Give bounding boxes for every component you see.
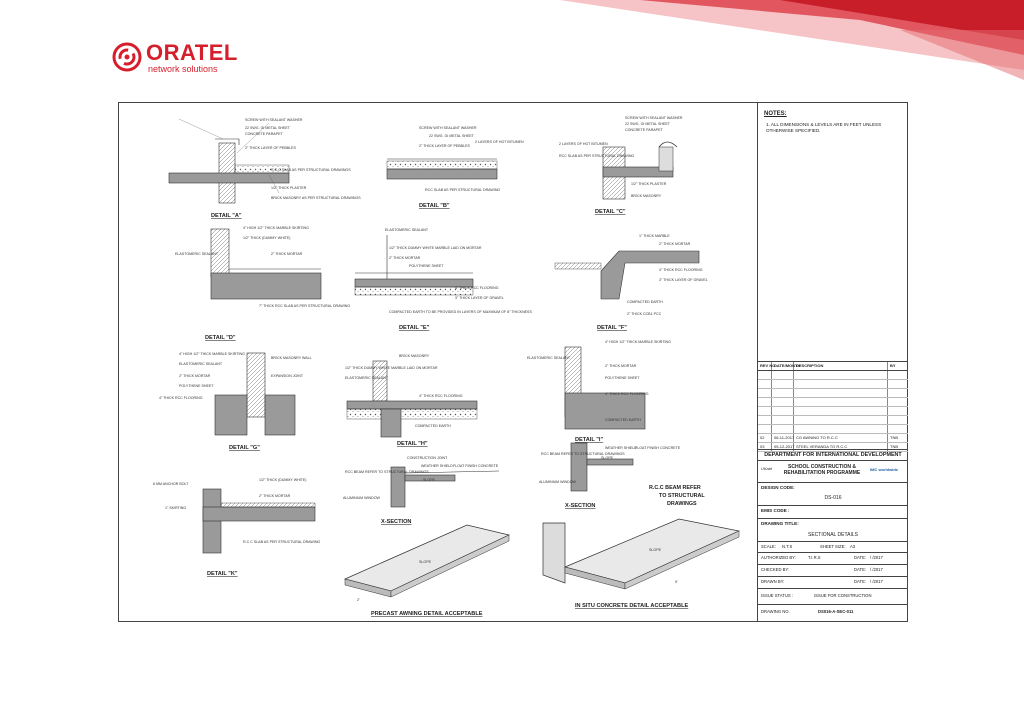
xsection-2-drawing bbox=[539, 443, 681, 509]
xsec2-label-5: SLOPE bbox=[601, 456, 613, 460]
detail-b-label-5: RCC SLAB AS PER STRUCTURAL DRAWING bbox=[425, 188, 501, 192]
rcc-note-line-3: DRAWINGS bbox=[667, 501, 697, 507]
detail-i-label-4: POLYTHENE SHEET bbox=[605, 376, 640, 380]
detail-f-label-1: 1" THICK MARBLE bbox=[639, 234, 670, 238]
precast-awning-iso bbox=[345, 525, 509, 617]
xsec1-label-3: ALUMINIUM WINDOW bbox=[343, 496, 380, 500]
xsec1-label-6: SLOPE bbox=[423, 478, 435, 482]
detail-d-label-5: 7" THICK RCC SLAB AS PER STRUCTURAL DRAWING bbox=[259, 304, 351, 308]
brand-logo bbox=[112, 40, 238, 76]
detail-h-label-2: 1/2" THICK DUMMY WHITE MARBLE LAID ON MORTAR bbox=[345, 366, 438, 370]
emis-code-label: EMIS CODE : bbox=[761, 508, 790, 513]
revision-row-empty bbox=[758, 380, 908, 389]
detail-e-label-4: POLYTHENE SHEET bbox=[409, 264, 444, 268]
rev-desc: STEEL VERANDA TO R.C.C bbox=[794, 443, 888, 451]
xsection-1-drawing bbox=[343, 456, 499, 525]
drawn-date-label: DATE: bbox=[854, 579, 867, 584]
drawn-label: DRAWN BY: bbox=[761, 579, 785, 584]
xsec1-label-4: WEATHER SHIELD bbox=[421, 464, 453, 468]
detail-i-drawing bbox=[527, 340, 671, 443]
programme-block bbox=[758, 460, 908, 483]
revision-row-empty bbox=[758, 398, 908, 407]
drawing-title-value: SECTIONAL DETAILS bbox=[807, 532, 858, 538]
drawn-field bbox=[758, 577, 908, 589]
detail-f-label-6: 2" THICK CCB1 PCC bbox=[627, 312, 662, 316]
detail-f-label-5: COMPACTED EARTH bbox=[627, 300, 663, 304]
detail-c-drawing bbox=[559, 116, 683, 215]
detail-k-label-3: 1/2" THICK (DUMMY WHITE) bbox=[259, 478, 307, 482]
detail-f-drawing bbox=[555, 234, 708, 331]
notes-item-1: 1. ALL DIMENSIONS & LEVELS ARE IN FEET UNLESS OTHERWISE SPECIFIED. bbox=[766, 122, 882, 133]
detail-f-label-4: 3" THICK LAYER OF GRAVEL bbox=[659, 278, 708, 282]
rcc-note-line-1: R.C.C BEAM REFER bbox=[649, 485, 701, 491]
authorized-name: T.I.R.S bbox=[808, 555, 821, 560]
authorized-field bbox=[758, 553, 908, 565]
detail-b-label-1: SCREW WITH SEALANT WASHER bbox=[419, 126, 477, 130]
xsec2-label-4: ALUMINIUM WINDOW bbox=[539, 480, 576, 484]
detail-i-label-3: 2" THICK MORTAR bbox=[605, 364, 637, 368]
detail-c-label-1: SCREW WITH SEALANT WASHER bbox=[625, 116, 683, 120]
insitu-title: IN SITU CONCRETE DETAIL ACCEPTABLE bbox=[575, 603, 689, 609]
revision-row-empty bbox=[758, 416, 908, 425]
detail-k-label-4: 2" THICK MORTAR bbox=[259, 494, 291, 498]
detail-f-label-3: 4" THICK RCC FLOORING bbox=[659, 268, 703, 272]
revision-header bbox=[758, 362, 908, 371]
detail-b-title: DETAIL "B" bbox=[419, 203, 450, 209]
xsec2-label-3: FLOAT FINISH CONCRETE bbox=[635, 446, 681, 450]
brand-name: ORATEL bbox=[146, 40, 238, 65]
detail-d-label-4: 2" THICK MORTAR bbox=[271, 252, 303, 256]
detail-c-label-3: CONCRETE PARAPET bbox=[625, 128, 663, 132]
precast-title: PRECAST AWNING DETAIL ACCEPTABLE bbox=[371, 611, 483, 617]
drawing-no-label: DRAWING NO. bbox=[761, 609, 790, 614]
detail-a-label-6: 1/2" THICK PLASTER bbox=[271, 186, 307, 190]
detail-h-label-1: BRICK MASONRY bbox=[399, 354, 430, 358]
detail-h-drawing bbox=[345, 354, 477, 447]
detail-g-label-6: BRICK MASONRY WALL bbox=[271, 356, 312, 360]
detail-a-drawing bbox=[169, 118, 361, 219]
checked-field bbox=[758, 565, 908, 577]
detail-g-label-4: POLYTHENE SHEET bbox=[179, 384, 214, 388]
rev-no: 02 bbox=[758, 434, 772, 442]
detail-k-title: DETAIL "K" bbox=[207, 571, 238, 577]
detail-b-drawing bbox=[387, 126, 524, 209]
detail-i-label-5: 4" THICK RCC FLOORING bbox=[605, 392, 649, 396]
detail-drawings bbox=[119, 103, 757, 621]
detail-g-label-7: EXPANSION JOINT bbox=[271, 374, 304, 378]
detail-e-label-2: 1/2" THICK DUMMY WHITE MARBLE LAID ON MORTAR bbox=[389, 246, 482, 250]
detail-g-drawing bbox=[159, 352, 312, 451]
rev-col-date: DATE/MONTH bbox=[774, 363, 801, 368]
detail-h-label-4: 4" THICK RCC FLOORING bbox=[419, 394, 463, 398]
imc-logo: IMC worldwide bbox=[870, 467, 898, 472]
detail-k-label-5: R.C.C SLAB AS PER STRUCTURAL DRAWING bbox=[243, 540, 321, 544]
rev-col-by: BY bbox=[890, 363, 896, 368]
department-name: DEPARTMENT FOR INTERNATIONAL DEVELOPMENT bbox=[758, 449, 908, 461]
detail-i-label-6: COMPACTED EARTH bbox=[605, 418, 641, 422]
checked-date: / /2017 bbox=[870, 567, 883, 572]
issue-status-value: ISSUE FOR CONSTRUCTION bbox=[814, 593, 872, 598]
scale-field bbox=[758, 542, 908, 553]
design-code-label: DESIGN CODE: bbox=[761, 485, 795, 490]
detail-a-label-1: SCREW WITH SEALANT WASHER bbox=[245, 118, 303, 122]
detail-b-label-4: 2 LAYERS OF HOT BITUMEN bbox=[475, 140, 524, 144]
detail-g-label-2: ELASTOMERIC SEALANT bbox=[179, 362, 223, 366]
checked-date-label: DATE: bbox=[854, 567, 867, 572]
detail-e-drawing bbox=[355, 228, 532, 331]
detail-k-drawing bbox=[153, 478, 320, 577]
detail-g-label-5: 4" THICK RCC FLOORING bbox=[159, 396, 203, 400]
ukaid-logo: UKaid bbox=[761, 466, 772, 471]
brand-tagline: network solutions bbox=[148, 64, 218, 74]
detail-i-label-2: ELASTOMERIC SEALANT bbox=[527, 356, 571, 360]
detail-h-label-3: ELASTOMERIC SEALANT bbox=[345, 376, 389, 380]
detail-a-label-2: 22 SWG. GI METAL SHEET bbox=[245, 126, 290, 130]
logo-mark-icon bbox=[112, 42, 142, 72]
rev-date: 06-11-2017 bbox=[774, 435, 795, 440]
detail-a-label-4: 2" THICK LAYER OF PEBBLES bbox=[245, 146, 296, 150]
drawing-title-field bbox=[758, 519, 908, 542]
sheet-size-value: A3 bbox=[850, 544, 856, 549]
xsec2-title: X-SECTION bbox=[565, 503, 596, 509]
detail-i-label-1: 4" HIGH 1/2" THICK MARBLE SKIRTING bbox=[605, 340, 671, 344]
detail-d-label-1: 4" HIGH 1/2" THICK MARBLE SKIRTING bbox=[243, 226, 309, 230]
detail-e-label-1: ELASTOMERIC SEALANT bbox=[385, 228, 429, 232]
title-block bbox=[757, 103, 908, 621]
rev-desc: CG AWNING TO R.C.C bbox=[794, 434, 888, 442]
xsec1-label-1: CONSTRUCTION JOINT bbox=[407, 456, 448, 460]
checked-label: CHECKED BY: bbox=[761, 567, 790, 572]
detail-c-title: DETAIL "C" bbox=[595, 209, 626, 215]
detail-a-label-5: R.C.C SLAB AS PER STRUCTURAL DRAWINGS bbox=[271, 168, 351, 172]
insitu-awning-iso bbox=[543, 519, 739, 609]
detail-k-label-2: 1" SKIRTING bbox=[165, 506, 187, 510]
scale-label: SCALE: bbox=[761, 544, 776, 549]
rcc-note-line-2: TO STRUCTURAL bbox=[659, 493, 705, 499]
detail-i-title: DETAIL "I" bbox=[575, 437, 604, 443]
precast-slope-label: SLOPE bbox=[419, 560, 431, 564]
xsec1-label-2: RCC BEAM REFER TO STRUCTURAL DRAWINGS bbox=[345, 470, 429, 474]
xsec1-label-5: FLOAT FINISH CONCRETE bbox=[453, 464, 499, 468]
revision-row-empty bbox=[758, 371, 908, 380]
detail-c-label-4: 2 LAYERS OF HOT BITUMEN bbox=[559, 142, 608, 146]
insitu-slope-label: SLOPE bbox=[649, 548, 661, 552]
drawing-no-field bbox=[758, 605, 908, 621]
drawing-no-value: DS016-A-SEC-011 bbox=[818, 609, 854, 614]
detail-g-label-1: 4" HIGH 1/2" THICK MARBLE SKIRTING bbox=[179, 352, 245, 356]
revision-row-empty bbox=[758, 425, 908, 434]
issue-status-field bbox=[758, 589, 908, 605]
rev-col-desc: DESCRIPTION bbox=[794, 362, 888, 370]
detail-c-label-2: 22 SWG. GI METAL SHEET bbox=[625, 122, 670, 126]
detail-d-label-2: 1/2" THICK (DUMMY WHITE) bbox=[243, 236, 291, 240]
detail-e-title: DETAIL "E" bbox=[399, 325, 430, 331]
authorized-date-label: DATE: bbox=[854, 555, 867, 560]
detail-e-label-5: 4" THICK RCC FLOORING bbox=[455, 286, 499, 290]
detail-h-label-5: COMPACTED EARTH bbox=[415, 424, 451, 428]
detail-a-label-3: CONCRETE PARAPET bbox=[245, 132, 283, 136]
detail-f-title: DETAIL "F" bbox=[597, 325, 627, 331]
rev-by: TNB bbox=[890, 444, 898, 449]
detail-f-label-2: 2" THICK MORTAR bbox=[659, 242, 691, 246]
revision-row-empty bbox=[758, 407, 908, 416]
detail-d-label-3: ELASTOMERIC SEALANT bbox=[175, 252, 219, 256]
xsec1-title: X-SECTION bbox=[381, 519, 412, 525]
authorized-label: AUTHORIZED BY: bbox=[761, 555, 796, 560]
rev-col-no: REV NO. bbox=[760, 363, 777, 368]
notes-title: NOTES: bbox=[764, 111, 787, 117]
xsec2-label-1: RCC BEAM REFER TO STRUCTURAL DRAWINGS bbox=[541, 452, 625, 456]
drawing-sheet bbox=[118, 102, 908, 622]
emis-code-field bbox=[758, 506, 908, 519]
detail-g-label-3: 2" THICK MORTAR bbox=[179, 374, 211, 378]
rev-no: 03 bbox=[758, 443, 772, 451]
detail-c-label-5: RCC SLAB AS PER STRUCTURAL DRAWING bbox=[559, 154, 635, 158]
detail-e-label-7: COMPACTED EARTH TO BE PROVIDED IN LAYERS OF MAXIMUM OF 8" THICKNESS bbox=[389, 310, 532, 314]
scale-value: N.T.S bbox=[782, 544, 793, 549]
detail-d-title: DETAIL "D" bbox=[205, 335, 236, 341]
detail-g-title: DETAIL "G" bbox=[229, 445, 260, 451]
detail-e-label-6: 3" THICK LAYER OF GRAVEL bbox=[455, 296, 504, 300]
detail-a-label-7: BRICK MASONRY AS PER STRUCTURAL DRAWINGS bbox=[271, 196, 361, 200]
revision-row-empty bbox=[758, 389, 908, 398]
detail-d-drawing bbox=[175, 226, 350, 341]
detail-a-title: DETAIL "A" bbox=[211, 213, 242, 219]
detail-b-label-3: 2" THICK LAYER OF PEBBLES bbox=[419, 144, 470, 148]
insitu-dim-label: 5' bbox=[675, 580, 678, 584]
detail-e-label-3: 2" THICK MORTAR bbox=[389, 256, 421, 260]
programme-name: SCHOOL CONSTRUCTION & REHABILITATION PROGRAMME bbox=[783, 464, 861, 476]
issue-status-label: ISSUE STATUS : bbox=[761, 593, 793, 598]
precast-dim-label: 2' bbox=[357, 598, 360, 602]
detail-c-label-6: 1/2" THICK PLASTER bbox=[631, 182, 667, 186]
detail-b-label-2: 22 SWG. GI METAL SHEET bbox=[429, 134, 474, 138]
rev-by: TNB bbox=[890, 435, 898, 440]
detail-h-title: DETAIL "H" bbox=[397, 441, 428, 447]
drawing-title-label: DRAWING TITLE: bbox=[761, 521, 799, 526]
sheet-size-label: SHEET SIZE: bbox=[820, 544, 846, 549]
authorized-date: / /2017 bbox=[870, 555, 883, 560]
revision-table bbox=[758, 361, 908, 452]
detail-k-label-1: 6 MM ANCHOR BOLT bbox=[153, 482, 189, 486]
design-code-value: DS-016 bbox=[824, 495, 842, 501]
rev-date: 05-12-2017 bbox=[774, 444, 795, 449]
xsec2-label-2: WEATHER SHIELD bbox=[605, 446, 637, 450]
design-code-field bbox=[758, 483, 908, 506]
detail-c-label-7: BRICK MASONRY bbox=[631, 194, 662, 198]
drawn-date: / /2017 bbox=[870, 579, 883, 584]
revision-row bbox=[758, 434, 908, 443]
